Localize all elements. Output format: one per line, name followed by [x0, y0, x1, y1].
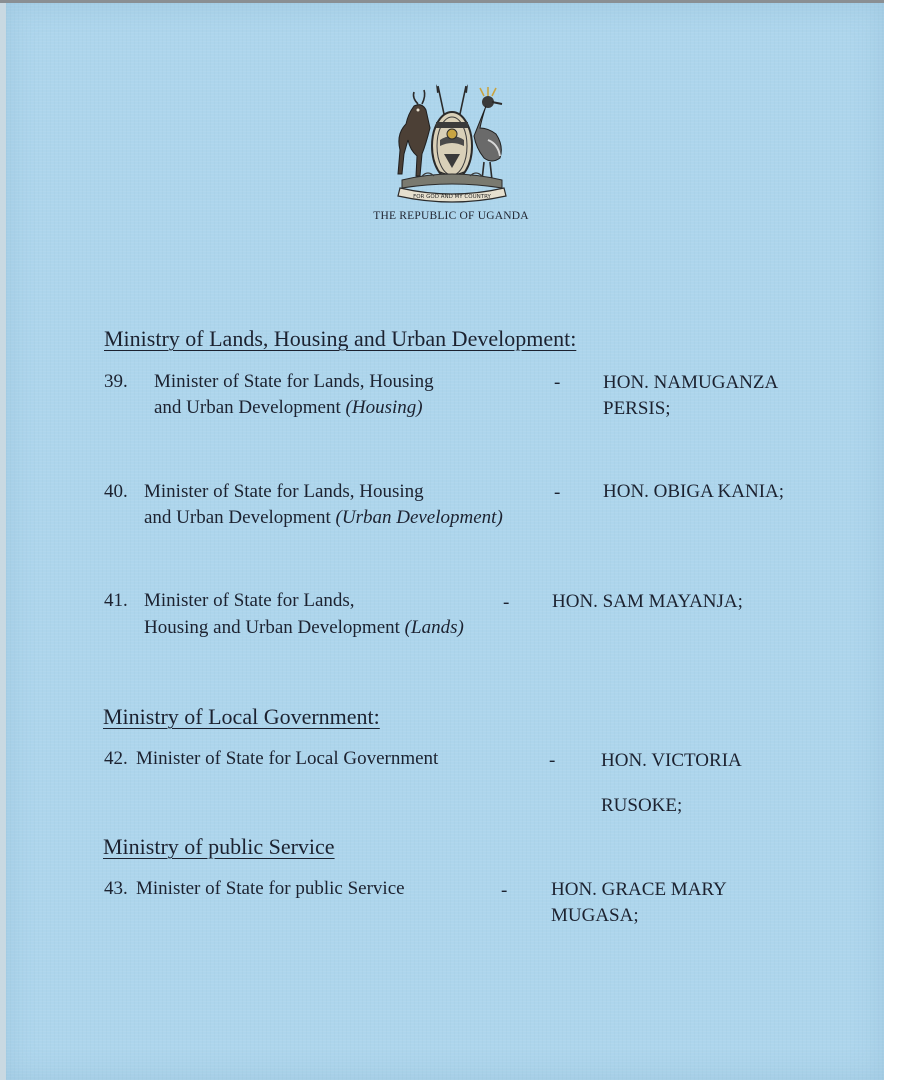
entry-title-line2 [144, 505, 503, 531]
republic-caption: THE REPUBLIC OF UGANDA [373, 210, 529, 222]
entry-dash: - [549, 750, 556, 771]
entry-title-line1: Minister of State for Lands, Housing [154, 371, 434, 392]
entry-dash: - [503, 592, 510, 613]
section-heading-public-service: Ministry of public Service [103, 834, 335, 859]
entry-title-line2 [154, 395, 423, 421]
section-heading-local-government: Ministry of Local Government: [103, 704, 380, 729]
entry-number: 40. [104, 481, 128, 502]
entry-name-line1: HON. SAM MAYANJA; [552, 591, 743, 612]
page-margin-right [884, 0, 902, 1080]
section-heading-lands: Ministry of Lands, Housing and Urban Development: [104, 326, 577, 351]
motto-text: FOR GOD AND MY COUNTRY [413, 194, 491, 200]
entry-dash: - [554, 482, 561, 503]
entry-portfolio: (Urban Development) [335, 507, 503, 528]
entry-title-line1: Minister of State for public Service [136, 878, 405, 899]
entry-name-line1: HON. GRACE MARY [551, 879, 727, 900]
entry-name-line2: PERSIS; [603, 398, 671, 419]
entry-dash: - [554, 372, 561, 393]
entry-dash: - [501, 880, 508, 901]
entry-title-line1: Minister of State for Lands, [144, 590, 355, 611]
entry-number: 39. [104, 371, 128, 392]
entry-portfolio: (Housing) [345, 397, 423, 418]
entry-title-text: and Urban Development [154, 397, 341, 418]
entry-name-line1: HON. OBIGA KANIA; [603, 481, 785, 502]
page-edge-top [0, 0, 902, 3]
entry-title-line1: Minister of State for Local Government [136, 748, 439, 769]
entry-title-text: and Urban Development [144, 507, 331, 528]
entry-number: 41. [104, 590, 128, 611]
entry-number: 42. [104, 748, 128, 769]
uganda-coat-of-arms-icon [392, 84, 512, 208]
entry-name-line2: MUGASA; [551, 905, 639, 926]
entry-number: 43. [104, 878, 128, 899]
entry-portfolio: (Lands) [404, 617, 464, 638]
entry-title-line1: Minister of State for Lands, Housing [144, 481, 424, 502]
entry-name-line2: RUSOKE; [601, 795, 683, 816]
entry-name-line1: HON. VICTORIA [601, 750, 742, 771]
entry-title-text: Housing and Urban Development [144, 617, 400, 638]
entry-name-line1: HON. NAMUGANZA [603, 372, 779, 393]
entry-title-line2 [144, 615, 464, 641]
